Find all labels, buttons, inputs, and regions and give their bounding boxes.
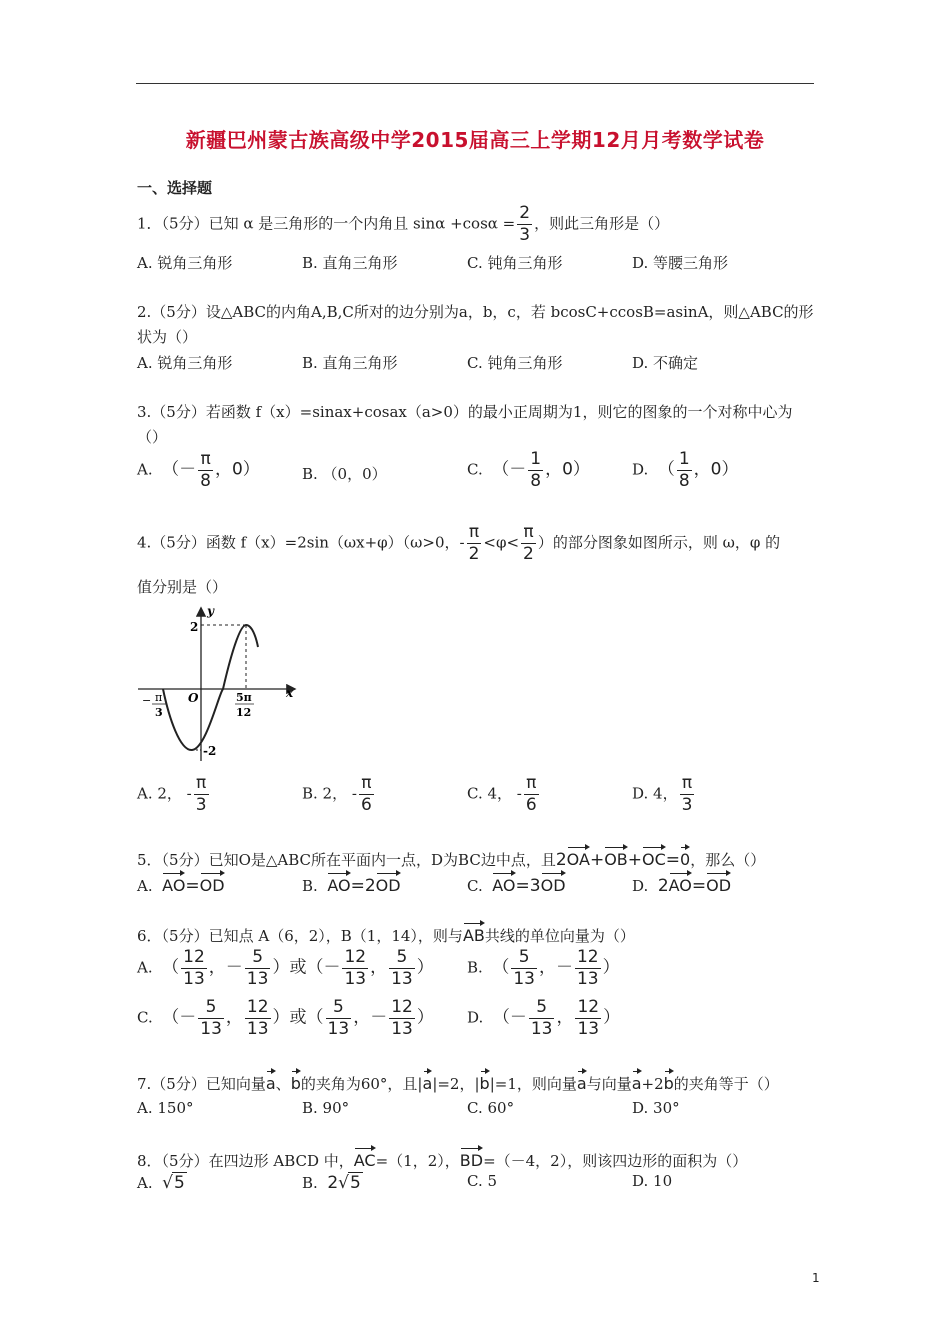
q6-option-d[interactable]: D. （－ $\frac{5}{13}$ ， $\frac{12}{13}$ ） <box>467 997 621 1039</box>
q4-option-a[interactable]: A. 2， - $\frac{\pi}{3}$ <box>137 773 207 815</box>
q2-option-c[interactable]: C. 钝角三角形 <box>467 354 563 372</box>
q1-option-c[interactable]: C. 钝角三角形 <box>467 254 563 272</box>
sqrt-sign: √ <box>338 1173 350 1193</box>
question-8-stem: 8．（5分）在四边形 ABCD 中，AC=（1，2），BD=（－4，2），则该四边形的面积为（） <box>137 1145 747 1171</box>
q6-option-c[interactable]: C. （－ $\frac{5}{13}$ ， $\frac{12}{13}$ ）或（ $\frac{5}{13}$ ，－ $\frac{12}{13}$ ） <box>137 997 434 1039</box>
q7-option-b[interactable]: B. 90° <box>302 1099 350 1117</box>
q1-option-b[interactable]: B. 直角三角形 <box>302 254 398 272</box>
q2-option-a[interactable]: A. 锐角三角形 <box>137 354 233 372</box>
q3-option-d[interactable]: D. （ $\frac{1}{8}$ ，0） <box>632 449 739 491</box>
sine-curve <box>163 625 258 750</box>
header-rule <box>136 83 814 84</box>
q6-option-b[interactable]: B. （ $\frac{5}{13}$ ，－ $\frac{12}{13}$ ） <box>467 947 620 989</box>
q2-option-b[interactable]: B. 直角三角形 <box>302 354 398 372</box>
y-max-label: 2 <box>190 620 199 634</box>
question-3-line2: （） <box>137 428 168 446</box>
q7-option-a[interactable]: A. 150° <box>137 1099 194 1117</box>
exam-title: 新疆巴州蒙古族高级中学2015届高三上学期12月月考数学试卷 <box>185 128 765 152</box>
question-6-stem: 6．（5分）已知点 A（6，2），B（1，14），则与AB共线的单位向量为（） <box>137 920 635 946</box>
sqrt-sign: √ <box>162 1173 173 1193</box>
q1-option-a[interactable]: A. 锐角三角形 <box>137 254 233 272</box>
question-2-line2: 状为（） <box>137 328 198 346</box>
x-right-denominator: 12 <box>236 706 252 719</box>
y-axis-label: y <box>207 604 214 618</box>
question-1-stem: 1．（5分）已知 α 是三角形的一个内角且 sinα +cosα = $\frac{2}{3}$ ，则此三角形是（） <box>137 203 670 245</box>
question-5-stem: 5．（5分）已知O是△ABC所在平面内一点，D为BC边中点，且2OA+OB+OC=0，那么（） <box>137 844 765 870</box>
q1-option-d[interactable]: D. 等腰三角形 <box>632 254 729 272</box>
q4-option-c[interactable]: C. 4， - $\frac{\pi}{6}$ <box>467 773 537 815</box>
question-7-stem: 7.（5分）已知向量a、b的夹角为60°，且|a|=2，|b|=1，则向量a与向量a+2b的夹角等于（） <box>137 1068 779 1094</box>
q5-option-c[interactable]: C. AO=3OD <box>467 870 566 896</box>
section-heading: 一、选择题 <box>137 179 213 197</box>
question-4-stem: 4.（5分）函数 f（x）=2sin（ωx+φ）（ω>0，- $\frac{\pi}{2}$ <φ< $\frac{\pi}{2}$ ）的部分图象如图所示，则 ω，φ 的 <box>137 522 781 564</box>
q3-option-c[interactable]: C. （－ $\frac{1}{8}$ ，0） <box>467 449 590 491</box>
question-3-line1: 3.（5分）若函数 f（x）=sinax+cosax（a>0）的最小正周期为1，则它的图象的一个对称中心为 <box>137 403 793 421</box>
q3-option-a[interactable]: A. （－ $\frac{\pi}{8}$ ，0） <box>137 449 260 491</box>
q4-option-b[interactable]: B. 2， - $\frac{\pi}{6}$ <box>302 773 372 815</box>
x-right-numerator: 5π <box>236 691 252 704</box>
q7-option-d[interactable]: D. 30° <box>632 1099 680 1117</box>
page-number: 1 <box>812 1271 820 1285</box>
q5-option-a[interactable]: A. AO=OD <box>137 870 225 896</box>
origin-label: O <box>188 691 199 705</box>
q8-option-c[interactable]: C. 5 <box>467 1172 498 1190</box>
q8-option-b[interactable]: B. 2√5 <box>302 1173 361 1193</box>
question-2-line1: 2.（5分）设△ABC的内角A,B,C所对的边分别为a，b，c，若 bcosC+ccosB=asinA，则△ABC的形 <box>137 303 814 321</box>
y-min-label: -2 <box>203 744 217 758</box>
q4-option-d[interactable]: D. 4， $\frac{\pi}{3}$ <box>632 773 693 815</box>
q5-option-b[interactable]: B. AO=2OD <box>302 870 401 896</box>
x-axis-label: x <box>286 686 294 700</box>
q8-option-a[interactable]: A. √5 <box>137 1173 185 1193</box>
x-left-sign: − <box>142 694 152 707</box>
q5-option-d[interactable]: D. 2AO=OD <box>632 870 731 896</box>
q4-sine-graph <box>136 603 301 765</box>
q3-option-b[interactable]: B. （0，0） <box>302 465 387 483</box>
x-left-numerator: π <box>155 691 163 704</box>
q2-option-d[interactable]: D. 不确定 <box>632 354 699 372</box>
q6-option-a[interactable]: A. （ $\frac{12}{13}$ ，－ $\frac{5}{13}$ ）或（－ $\frac{12}{13}$ ， $\frac{5}{13}$ ） <box>137 947 434 989</box>
question-4-line2: 值分别是（） <box>137 578 228 596</box>
q8-option-d[interactable]: D. 10 <box>632 1172 673 1190</box>
q7-option-c[interactable]: C. 60° <box>467 1099 515 1117</box>
x-left-denominator: 3 <box>155 706 163 719</box>
